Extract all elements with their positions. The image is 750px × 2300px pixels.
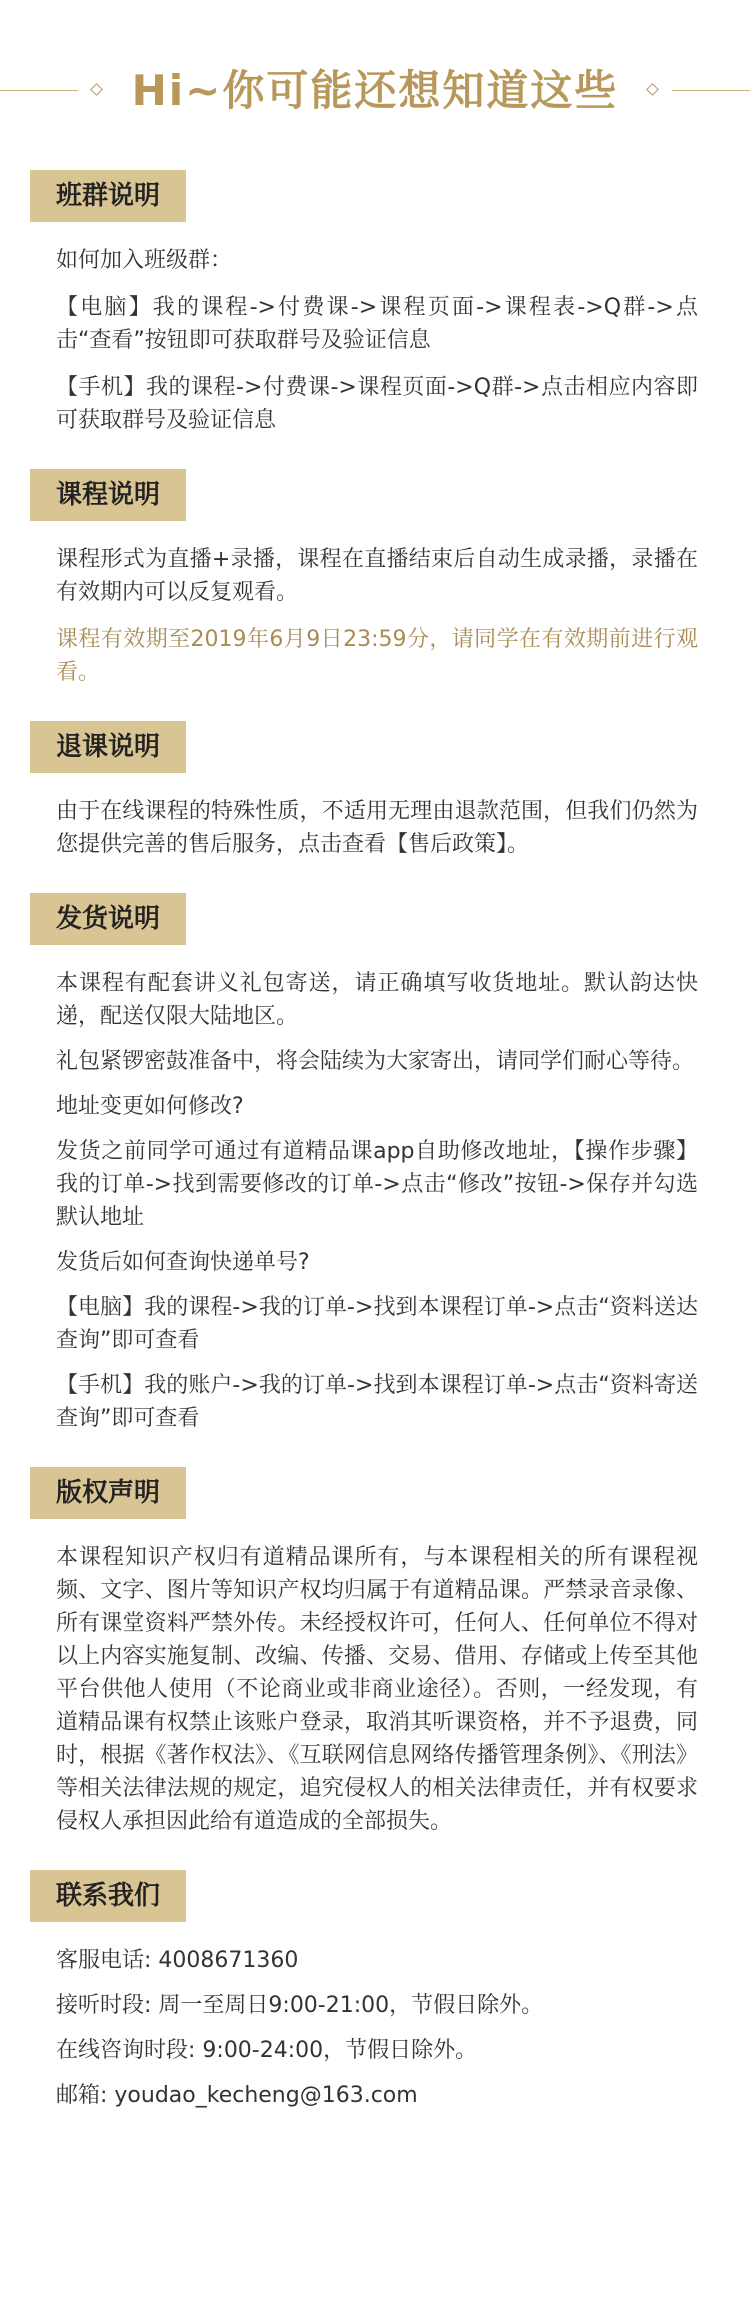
page-header [0, 0, 750, 180]
paragraph: 【电脑】我的课程->我的订单->找到本课程订单->点击“资料送达查询”即可查看 [56, 1295, 698, 1353]
section-course [0, 469, 750, 689]
section-title-badge: 课程说明 [30, 469, 186, 521]
section-title-badge: 退课说明 [30, 721, 186, 773]
header-divider-right [672, 90, 750, 91]
paragraph: 由于在线课程的特殊性质，不适用无理由退款范围，但我们仍然为您提供完善的售后服务，点击查看【售后政策】。 [56, 799, 698, 857]
section-copyright [0, 1467, 750, 1838]
paragraph: 发货之前同学可通过有道精品课app自助修改地址，【操作步骤】我的订单->找到需要修改的订单->点击“修改”按钮->保存并勾选默认地址 [56, 1139, 698, 1230]
section-title-badge: 联系我们 [30, 1870, 186, 1922]
section-content [30, 795, 750, 861]
section-contact [0, 1870, 750, 2112]
page-title: Hi~你可能还想知道这些 [131, 66, 619, 115]
paragraph: 如何加入班级群： [56, 248, 233, 273]
section-class-group [0, 170, 750, 437]
call-hours-line: 接听时段: 周一至周日9:00-21:00，节假日除外。 [56, 1993, 544, 2018]
paragraph: 发货后如何查询快递单号? [56, 1250, 310, 1275]
paragraph: 课程形式为直播+录播，课程在直播结束后自动生成录播，录播在有效期内可以反复观看。 [56, 547, 698, 605]
paragraph: 本课程知识产权归有道精品课所有，与本课程相关的所有课程视频、文字、图片等知识产权均归属于有道精品课。严禁录音录像、所有课堂资料严禁外传。未经授权许可，任何人、任何单位不得对以上内容实施复制、改编、传播、交易、借用、存储或上传至其他平台供他人使用（不论商业或非商业途径）。否则，一经发现，有道精品课有权禁止该账户登录，取消其听课资格，并不予退费，同时，根据《著作权法》、《互联网信息网络传播管理条例》、《刑法》等相关法律法规的规定，追究侵权人的相关法律责任，并有权要求侵权人承担因此给有道造成的全部损失。 [56, 1545, 698, 1834]
validity-notice: 课程有效期至2019年6月9日23:59分，请同学在有效期前进行观看。 [56, 627, 698, 685]
paragraph: 【手机】我的账户->我的订单->找到本课程订单->点击“资料寄送查询”即可查看 [56, 1373, 698, 1431]
paragraph: 地址变更如何修改? [56, 1094, 244, 1119]
paragraph: 礼包紧锣密鼓准备中，将会陆续为大家寄出，请同学们耐心等待。 [56, 1049, 695, 1074]
section-refund [0, 721, 750, 861]
section-shipping [0, 893, 750, 1435]
section-content [30, 967, 750, 1435]
paragraph: 【电脑】我的课程->付费课->课程页面->课程表->Q群->点击“查看”按钮即可获取群号及验证信息 [56, 295, 698, 353]
section-content [30, 543, 750, 689]
section-content [30, 1944, 750, 2112]
section-content [30, 1541, 750, 1838]
section-title-badge: 班群说明 [30, 170, 186, 222]
section-title-badge: 版权声明 [30, 1467, 186, 1519]
paragraph: 【手机】我的课程->付费课->课程页面->Q群->点击相应内容即可获取群号及验证信息 [56, 375, 698, 433]
online-hours-line: 在线咨询时段: 9:00-24:00，节假日除外。 [56, 2038, 478, 2063]
email-line: 邮箱: youdao_kecheng@163.com [56, 2083, 418, 2108]
phone-line: 客服电话: 4008671360 [56, 1948, 299, 1973]
section-title-badge: 发货说明 [30, 893, 186, 945]
section-content [30, 244, 750, 437]
paragraph: 本课程有配套讲义礼包寄送，请正确填写收货地址。默认韵达快递，配送仅限大陆地区。 [56, 971, 698, 1029]
